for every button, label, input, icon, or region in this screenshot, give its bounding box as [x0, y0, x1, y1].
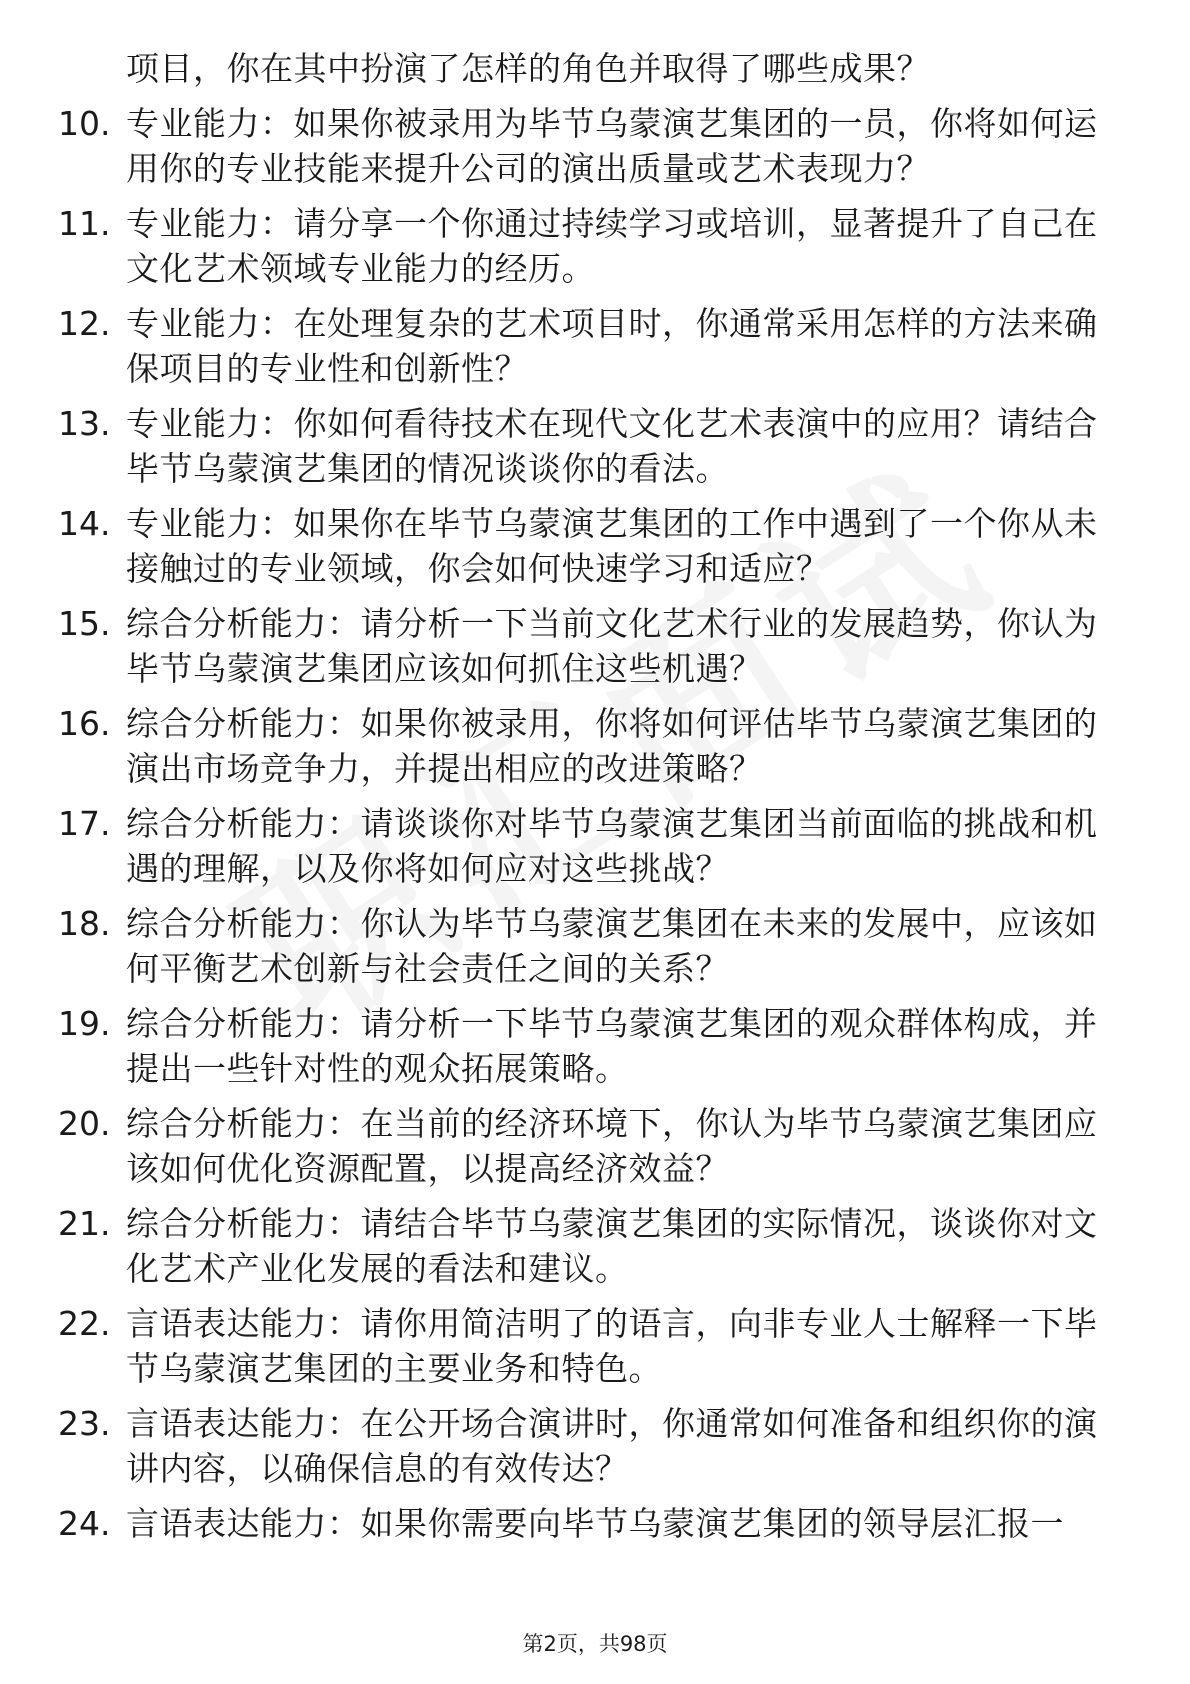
item-text: 综合分析能力：请分析一下当前文化艺术行业的发展趋势，你认为毕节乌蒙演艺集团应该如何抓住这些机遇？ — [126, 604, 1098, 688]
list-item — [58, 1301, 1118, 1391]
list-item — [58, 701, 1118, 791]
item-number: 16. — [58, 704, 111, 743]
item-text: 言语表达能力：请你用简洁明了的语言，向非专业人士解释一下毕节乌蒙演艺集团的主要业务和特色。 — [126, 1304, 1098, 1388]
continuation-text: 项目，你在其中扮演了怎样的角色并取得了哪些成果？ — [126, 49, 930, 88]
list-item — [58, 1401, 1118, 1491]
item-number: 10. — [58, 104, 111, 143]
list-item — [58, 101, 1118, 191]
list-item — [58, 201, 1118, 291]
item-text: 言语表达能力：在公开场合演讲时，你通常如何准备和组织你的演讲内容，以确保信息的有效传达？ — [126, 1404, 1098, 1488]
list-item — [58, 801, 1118, 891]
item-text: 专业能力：如果你在毕节乌蒙演艺集团的工作中遇到了一个你从未接触过的专业领域，你会如何快速学习和适应？ — [126, 504, 1098, 588]
item-text: 综合分析能力：请结合毕节乌蒙演艺集团的实际情况，谈谈你对文化艺术产业化发展的看法和建议。 — [126, 1204, 1098, 1288]
item-text: 综合分析能力：在当前的经济环境下，你认为毕节乌蒙演艺集团应该如何优化资源配置，以提高经济效益？ — [126, 1104, 1098, 1188]
item-text: 综合分析能力：如果你被录用，你将如何评估毕节乌蒙演艺集团的演出市场竞争力，并提出相应的改进策略？ — [126, 704, 1098, 788]
item-text: 专业能力：如果你被录用为毕节乌蒙演艺集团的一员，你将如何运用你的专业技能来提升公司的演出质量或艺术表现力？ — [126, 104, 1098, 188]
list-item — [58, 1101, 1118, 1191]
item-number: 18. — [58, 904, 111, 943]
item-text: 专业能力：在处理复杂的艺术项目时，你通常采用怎样的方法来确保项目的专业性和创新性？ — [126, 304, 1098, 388]
item-number: 20. — [58, 1104, 111, 1143]
item-number: 24. — [58, 1504, 111, 1543]
item-number: 22. — [58, 1304, 111, 1343]
list-item — [58, 901, 1118, 991]
item-number: 21. — [58, 1204, 111, 1243]
item-text: 综合分析能力：请分析一下毕节乌蒙演艺集团的观众群体构成，并提出一些针对性的观众拓展策略。 — [126, 1004, 1098, 1088]
list-item — [58, 601, 1118, 691]
item-number: 23. — [58, 1404, 111, 1443]
item-number: 12. — [58, 304, 111, 343]
item-text: 综合分析能力：请谈谈你对毕节乌蒙演艺集团当前面临的挑战和机遇的理解，以及你将如何应对这些挑战？ — [126, 804, 1098, 888]
item-number: 13. — [58, 404, 111, 443]
item-number: 11. — [58, 204, 111, 243]
list-item — [58, 301, 1118, 391]
list-item — [58, 501, 1118, 591]
item-text: 专业能力：请分享一个你通过持续学习或培训，显著提升了自己在文化艺术领域专业能力的经历。 — [126, 204, 1098, 288]
list-item — [58, 1201, 1118, 1291]
list-item — [58, 1501, 1118, 1546]
page-number: 第2页，共98页 — [522, 1632, 668, 1656]
item-number: 14. — [58, 504, 111, 543]
item-number: 19. — [58, 1004, 111, 1043]
item-text: 言语表达能力：如果你需要向毕节乌蒙演艺集团的领导层汇报一 — [126, 1504, 1064, 1543]
item-text: 综合分析能力：你认为毕节乌蒙演艺集团在未来的发展中，应该如何平衡艺术创新与社会责任之间的关系？ — [126, 904, 1098, 988]
item-number: 15. — [58, 604, 111, 643]
item-number: 17. — [58, 804, 111, 843]
list-item — [58, 1001, 1118, 1091]
list-item — [58, 401, 1118, 491]
question-list — [58, 46, 1118, 1556]
item-text: 专业能力：你如何看待技术在现代文化艺术表演中的应用？请结合毕节乌蒙演艺集团的情况谈谈你的看法。 — [126, 404, 1098, 488]
